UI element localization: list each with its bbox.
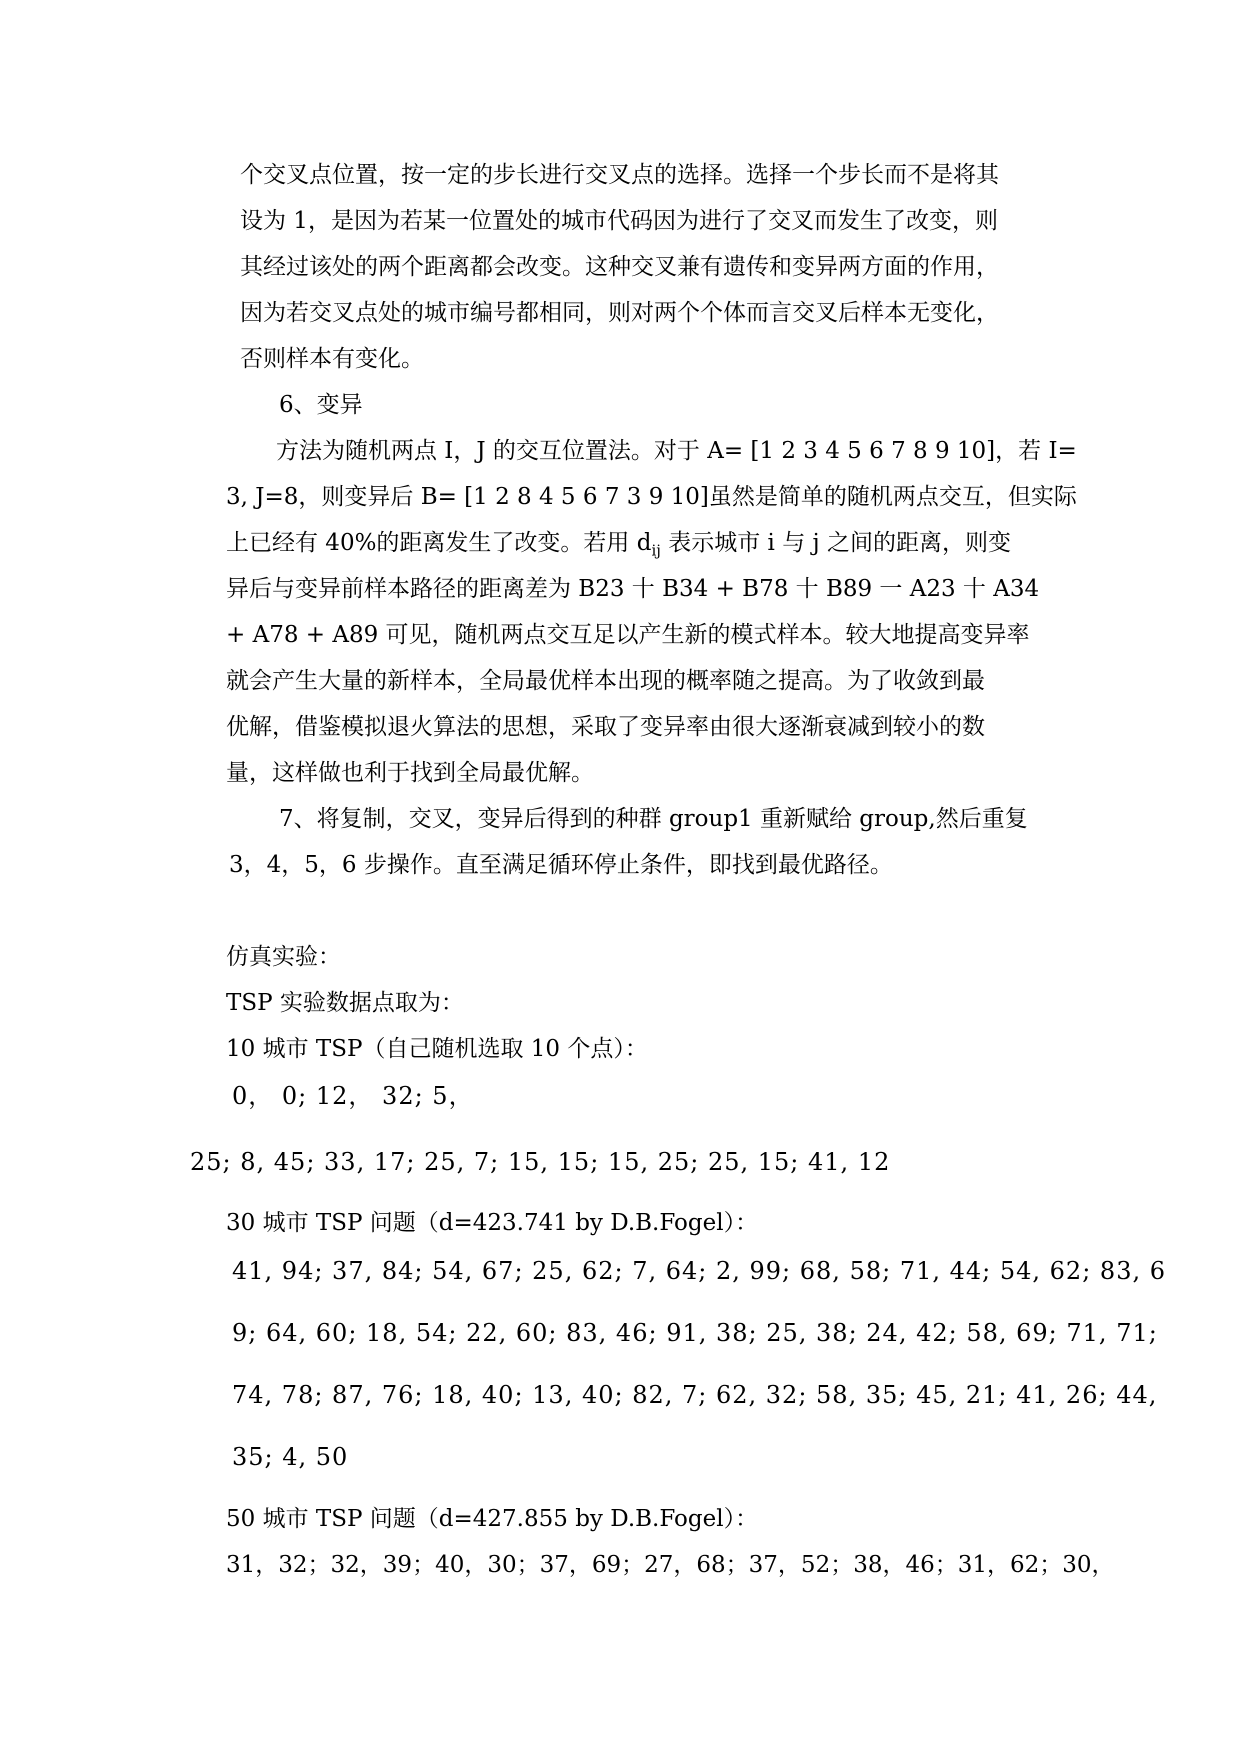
crossover-line-4: 因为若交叉点处的城市编号都相同，则对两个个体而言交叉后样本无变化， (240, 300, 999, 326)
mutation-line-6: 就会产生大量的新样本，全局最优样本出现的概率随之提高。为了收敛到最 (226, 668, 985, 694)
step7-line-1: 7、将复制，交叉，变异后得到的种群 group1 重新赋给 group,然后重复 (279, 806, 1028, 832)
city30-title: 30 城市 TSP 问题（d=423.741 by D.B.Fogel）： (226, 1210, 759, 1236)
city10-data-line-1: 0， 0; 12， 32; 5， (232, 1082, 474, 1110)
mutation-line-3 (226, 528, 1011, 558)
dij-subscript: ij (651, 541, 661, 560)
city50-data-line-1: 31，32；32，39；40，30；37，69；27，68；37，52；38，46；31，62；30， (226, 1552, 1115, 1578)
mutation-line-8: 量，这样做也利于找到全局最优解。 (226, 760, 594, 786)
mutation-line-3-before: 上已经有 40%的距离发生了改变。若用 d (226, 530, 652, 556)
mutation-line-7: 优解，借鉴模拟退火算法的思想，采取了变异率由很大逐渐衰减到较小的数 (226, 714, 985, 740)
mutation-line-3-after: 表示城市 i 与 j 之间的距离，则变 (660, 530, 1011, 556)
mutation-line-1: 方法为随机两点 I，J 的交互位置法。对于 A= [1 2 3 4 5 6 7 8 9 10]，若 I= (276, 438, 1077, 464)
city30-data-line-2: 9; 64, 60; 18, 54; 22, 60; 83, 46; 91, 38; 25, 38; 24, 42; 58, 69; 71, 71; (232, 1319, 1158, 1347)
city10-title: 10 城市 TSP（自己随机选取 10 个点）： (226, 1036, 648, 1062)
mutation-line-2: 3, J=8，则变异后 B= [1 2 8 4 5 6 7 3 9 10]虽然是简单的随机两点交互，但实际 (226, 484, 1077, 510)
city50-title: 50 城市 TSP 问题（d=427.855 by D.B.Fogel）： (226, 1506, 759, 1532)
mutation-heading: 6、变异 (279, 392, 363, 418)
crossover-line-5: 否则样本有变化。 (240, 346, 424, 372)
mutation-line-5: + A78 + A89 可见，随机两点交互足以产生新的模式样本。较大地提高变异率 (226, 622, 1030, 648)
city10-data-line-2: 25; 8, 45; 33, 17; 25, 7; 15, 15; 15, 25; 25, 15; 41, 12 (190, 1148, 891, 1176)
city30-data-line-4: 35; 4, 50 (232, 1443, 349, 1471)
crossover-line-3: 其经过该处的两个距离都会改变。这种交叉兼有遗传和变异两方面的作用， (240, 254, 999, 280)
crossover-line-1: 个交叉点位置，按一定的步长进行交叉点的选择。选择一个步长而不是将其 (240, 162, 999, 188)
mutation-line-4: 异后与变异前样本路径的距离差为 B23 十 B34 + B78 十 B89 一 A23 十 A34 (226, 576, 1040, 602)
tsp-intro: TSP 实验数据点取为： (226, 990, 464, 1016)
city30-data-line-3: 74, 78; 87, 76; 18, 40; 13, 40; 82, 7; 62, 32; 58, 35; 45, 21; 41, 26; 44, (232, 1381, 1158, 1409)
simulation-heading: 仿真实验： (226, 944, 341, 970)
step7-line-2: 3，4，5，6 步操作。直至满足循环停止条件，即找到最优路径。 (229, 852, 893, 878)
crossover-line-2: 设为 1，是因为若某一位置处的城市代码因为进行了交叉而发生了改变，则 (240, 208, 998, 234)
city30-data-line-1: 41, 94; 37, 84; 54, 67; 25, 62; 7, 64; 2, 99; 68, 58; 71, 44; 54, 62; 83, 6 (232, 1257, 1166, 1285)
